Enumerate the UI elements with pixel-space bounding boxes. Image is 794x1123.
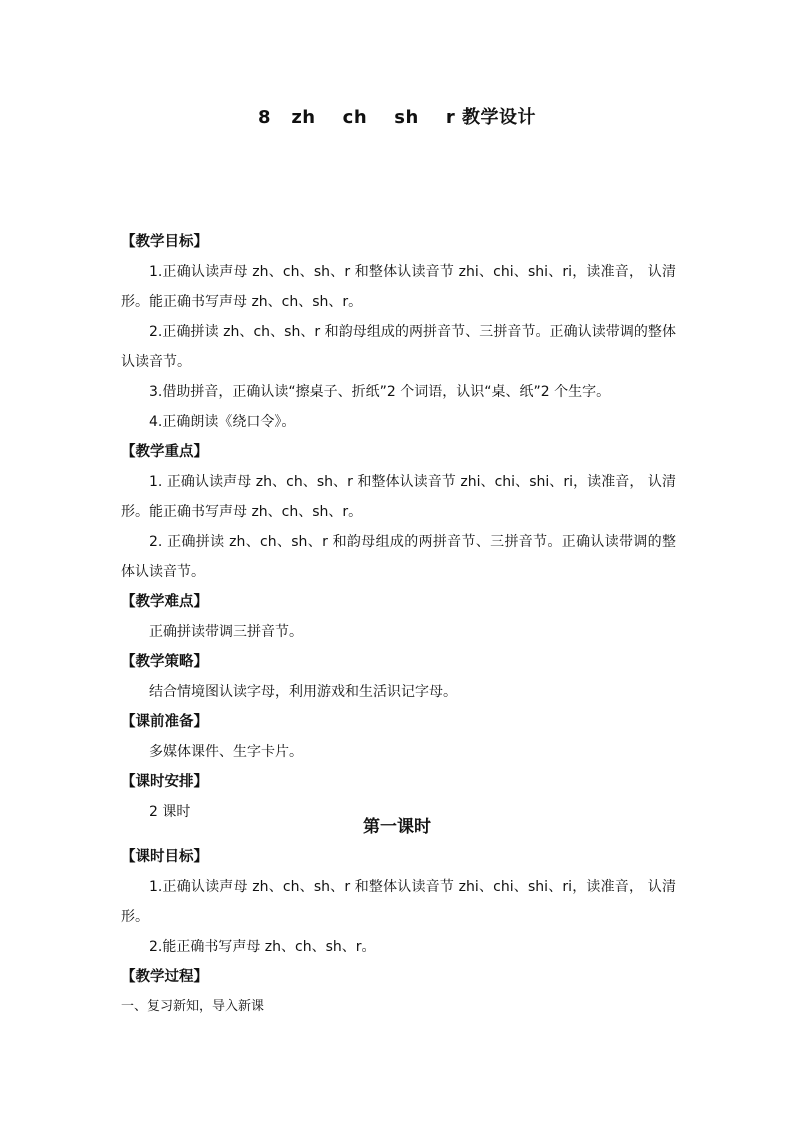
process-heading: 【教学过程】 bbox=[121, 969, 208, 985]
lesson-1-section bbox=[121, 842, 676, 1022]
strategy-heading: 【教学策略】 bbox=[121, 654, 208, 670]
goals-list bbox=[121, 257, 676, 827]
lesson-1-title: 第一课时 bbox=[363, 817, 431, 837]
goal-item-2-text: 2.正确拼读 zh、ch、sh、r 和韵母组成的两拼音节、三拼音节。正确认读带调的整体认读音节。 bbox=[121, 324, 676, 370]
goal-item-4-text: 4.正确朗读《绕口令》。 bbox=[149, 414, 296, 430]
focus-heading: 【教学重点】 bbox=[121, 444, 208, 460]
difficulty-heading: 【教学难点】 bbox=[121, 594, 208, 610]
lesson-goal-1-text: 1.正确认读声母 zh、ch、sh、r 和整体认读音节 zhi、chi、shi、ri，读准音， 认清形。 bbox=[121, 879, 676, 925]
lesson-goals-heading: 【课时目标】 bbox=[121, 849, 208, 865]
process-step-1: 一、复习新知，导入新课 bbox=[121, 999, 265, 1014]
schedule-heading: 【课时安排】 bbox=[121, 774, 208, 790]
focus-item-2-text: 2. 正确拼读 zh、ch、sh、r 和韵母组成的两拼音节、三拼音节。正确认读带调的整体认读音节。 bbox=[121, 534, 676, 580]
preparation-heading: 【课前准备】 bbox=[121, 714, 208, 730]
goal-item-1-text: 1.正确认读声母 zh、ch、sh、r 和整体认读音节 zhi、chi、shi、ri，读准音， 认清形。能正确书写声母 zh、ch、sh、r。 bbox=[121, 264, 676, 310]
teaching-goals-heading: 【教学目标】 bbox=[121, 234, 208, 250]
document-title: 8 zh ch sh r 教学设计 bbox=[258, 107, 536, 128]
schedule-text: 2 课时 bbox=[149, 804, 191, 820]
preparation-text: 多媒体课件、生字卡片。 bbox=[149, 744, 303, 760]
lesson-goal-2-text: 2.能正确书写声母 zh、ch、sh、r。 bbox=[149, 939, 376, 955]
focus-item-1-text: 1. 正确认读声母 zh、ch、sh、r 和整体认读音节 zhi、chi、shi、ri，读准音， 认清形。能正确书写声母 zh、ch、sh、r。 bbox=[121, 474, 676, 520]
teaching-goals-section bbox=[121, 227, 676, 257]
difficulty-text: 正确拼读带调三拼音节。 bbox=[149, 624, 303, 640]
goal-item-3-text: 3.借助拼音，正确认读“擦桌子、折纸”2 个词语，认识“桌、纸”2 个生字。 bbox=[149, 384, 611, 400]
strategy-text: 结合情境图认读字母，利用游戏和生活识记字母。 bbox=[149, 684, 457, 700]
